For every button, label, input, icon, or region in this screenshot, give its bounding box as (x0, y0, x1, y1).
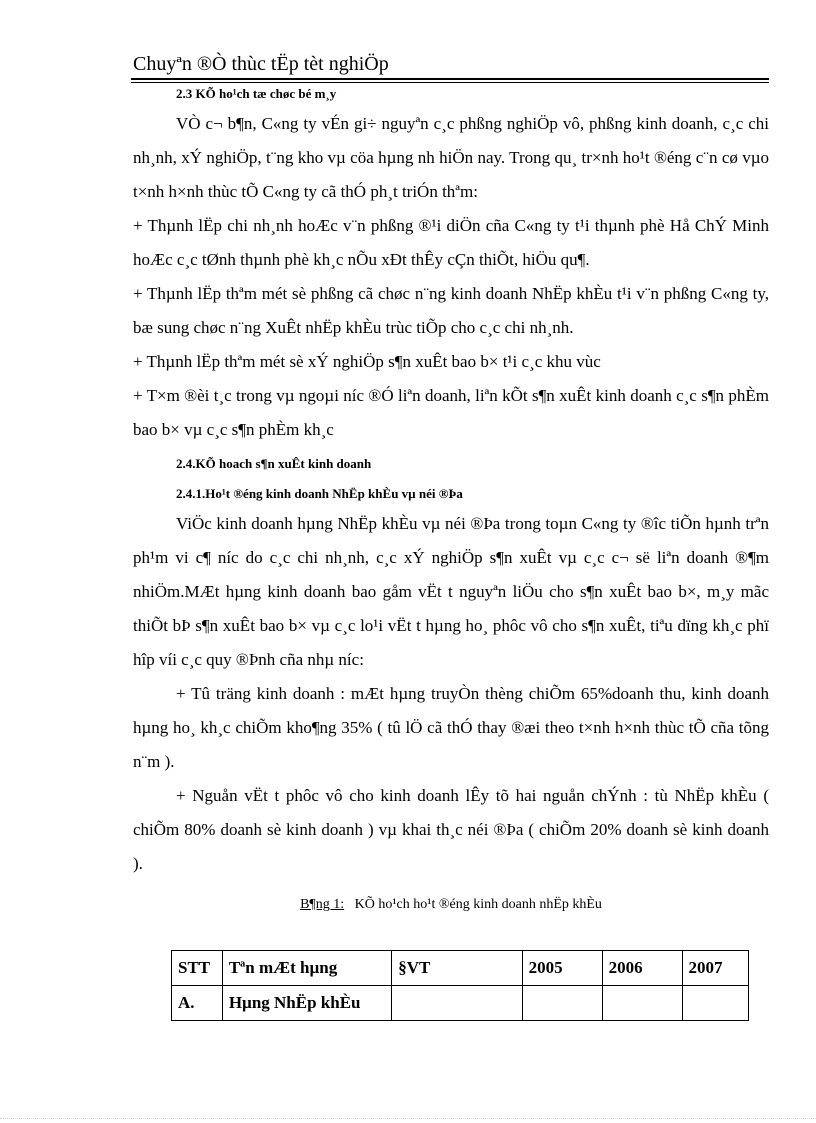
table-header-row (172, 951, 749, 986)
bullet-paragraph: + Thµnh lËp thªm mét sè phßng cã chøc n¨ng kinh doanh NhËp khÈu t¹i v¨n phßng C«ng ty, bæ sung chøc n¨ng XuÊt nhËp khÈu trùc tiÕp cho c¸c chi nh¸nh. (133, 284, 769, 337)
section-heading-2-3: 2.3 KÕ ho¹ch tæ chøc bé m¸y (176, 86, 337, 101)
table-header-cell: §VT (392, 951, 522, 986)
running-header: Chuyªn ®Ò thùc tËp tèt nghiÖp (133, 53, 389, 75)
table-header-cell: 2007 (682, 951, 748, 986)
bullet-paragraph: + Tû träng kinh doanh : mÆt hµng truyÒn thèng chiÕm 65%doanh thu, kinh doanh hµng ho¸ kh¸c chiÕm kho¶ng 35% ( tû lÖ cã thÓ thay ®æi theo t×nh h×nh thùc tÕ cña tõng n¨m ). (133, 684, 769, 771)
table-cell (392, 986, 522, 1021)
header-rule (131, 78, 769, 80)
plan-table (171, 950, 749, 1021)
table-header-cell: Tªn mÆt hµng (222, 951, 391, 986)
table-header-cell: 2005 (522, 951, 602, 986)
section-heading-2-4-1: 2.4.1.Ho¹t ®éng kinh doanh NhËp khÈu vµ néi ®Þa (176, 486, 463, 501)
header-rule-thin (131, 82, 769, 83)
body-content (133, 85, 769, 915)
bullet-paragraph: + Thµnh lËp chi nh¸nh hoÆc v¨n phßng ®¹i diÖn cña C«ng ty t¹i thµnh phè Hå ChÝ Minh hoÆc c¸c tØnh thµnh phè kh¸c nÕu xÐt thÊy cÇn thiÕt, hiÖu qu¶. (133, 216, 769, 269)
table-cell (682, 986, 748, 1021)
table-cell: Hµng NhËp khÈu (222, 986, 391, 1021)
table-cell (602, 986, 682, 1021)
page-bottom-border (0, 1118, 816, 1119)
bullet-paragraph: + T×m ®èi t¸c trong vµ ngoµi níc ®Ó liªn doanh, liªn kÕt s¶n xuÊt kinh doanh c¸c s¶n phÈm bao b× vµ c¸c s¶n phÈm kh¸c (133, 386, 769, 439)
paragraph: ViÖc kinh doanh hµng NhËp khÈu vµ néi ®Þa trong toµn C«ng ty ®îc tiÕn hµnh trªn ph¹m vi c¶ níc do c¸c chi nh¸nh, c¸c xÝ nghiÖp s¶n xuÊt vµ c¸c c¬ së liªn doanh ®¶m nhiÖm.MÆt hµng kinh doanh bao gåm vËt t nguyªn liÖu cho s¶n xuÊt bao b×, m¸y mãc thiÕt bÞ s¶n xuÊt bao b× vµ c¸c lo¹i vËt t hµng ho¸ phôc vô cho s¶n xuÊt, tiªu dïng kh¸c phï hîp víi c¸c quy ®Þnh cña nhµ níc: (133, 514, 769, 669)
table-caption (133, 895, 769, 915)
table-cell (522, 986, 602, 1021)
bullet-paragraph: + Thµnh lËp thªm mét sè xÝ nghiÖp s¶n xuÊt bao b× t¹i c¸c khu vùc (133, 352, 601, 371)
bullet-paragraph: + Nguån vËt t phôc vô cho kinh doanh lÊy tõ hai nguån chÝnh : tù NhËp khÈu ( chiÕm 80% doanh sè kinh doanh ) vµ khai th¸c néi ®Þa ( chiÕm 20% doanh sè kinh doanh ). (133, 786, 769, 873)
section-heading-2-4: 2.4.KÕ hoach s¶n xuÊt kinh doanh (176, 456, 372, 471)
paragraph: VÒ c¬ b¶n, C«ng ty vÉn gi÷ nguyªn c¸c phßng nghiÖp vô, phßng kinh doanh, c¸c chi nh¸nh, xÝ nghiÖp, t¨ng kho vµ cöa hµng nh hiÖn nay. Trong qu¸ tr×nh ho¹t ®éng c¨n cø vµo t×nh h×nh thùc tÕ C«ng ty cã thÓ ph¸t triÓn thªm: (133, 114, 769, 201)
table-cell: A. (172, 986, 223, 1021)
table-header-cell: 2006 (602, 951, 682, 986)
table-row (172, 986, 749, 1021)
table-caption-label: B¶ng 1: (300, 897, 345, 912)
table-header-cell: STT (172, 951, 223, 986)
table-caption-title: KÕ ho¹ch ho¹t ®éng kinh doanh nhËp khÈu (354, 897, 602, 912)
